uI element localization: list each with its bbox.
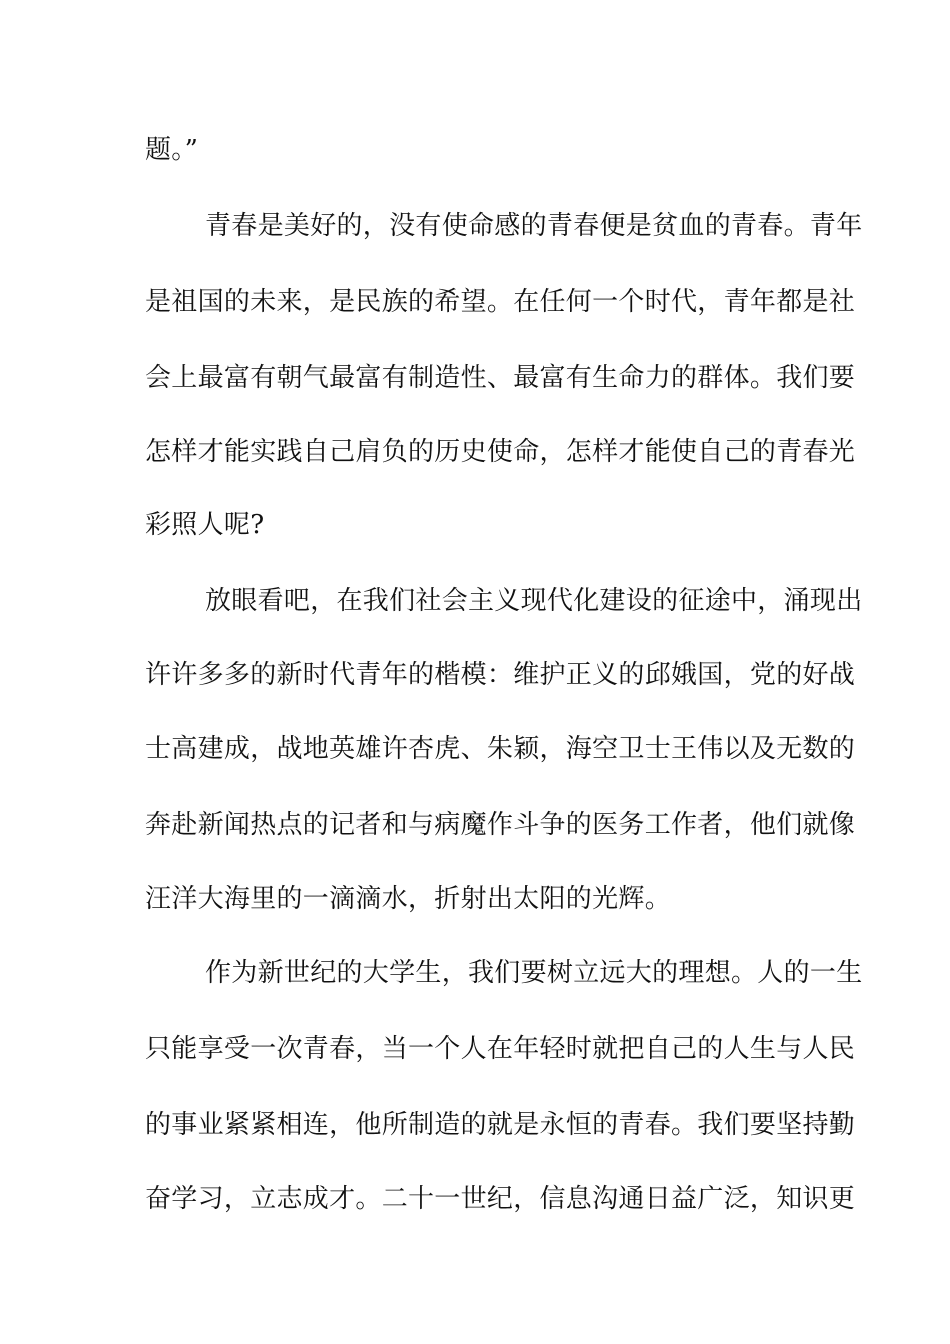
text-line: 的事业紧紧相连，他所制造的就是永恒的青春。我们要坚持勤 xyxy=(145,1110,856,1140)
text-line: 彩照人呢? xyxy=(145,510,265,540)
text-line: 奋学习，立志成才。二十一世纪，信息沟通日益广泛，知识更 xyxy=(145,1184,856,1214)
text-line: 是祖国的未来，是民族的希望。在任何一个时代，青年都是社 xyxy=(145,287,856,317)
paragraph-first-line: 作为新世纪的大学生，我们要树立远大的理想。人的一生 xyxy=(205,958,863,988)
text-line: 许许多多的新时代青年的楷模：维护正义的邱娥国，党的好战 xyxy=(145,660,856,690)
paragraph-first-line: 放眼看吧，在我们社会主义现代化建设的征途中，涌现出 xyxy=(205,586,863,616)
text-line: 士高建成，战地英雄许杏虎、朱颖，海空卫士王伟以及无数的 xyxy=(145,734,856,764)
text-line: 会上最富有朝气最富有制造性、最富有生命力的群体。我们要 xyxy=(145,363,856,393)
text-line: 奔赴新闻热点的记者和与病魔作斗争的医务工作者，他们就像 xyxy=(145,810,856,840)
paragraph-first-line: 青春是美好的，没有使命感的青春便是贫血的青春。青年 xyxy=(205,211,863,241)
text-line: 只能享受一次青春，当一个人在年轻时就把自己的人生与人民 xyxy=(145,1034,856,1064)
text-line: 题。” xyxy=(145,135,199,165)
text-line: 汪洋大海里的一滴滴水，折射出太阳的光辉。 xyxy=(145,884,672,914)
text-line: 怎样才能实践自己肩负的历史使命，怎样才能使自己的青春光 xyxy=(145,437,856,467)
